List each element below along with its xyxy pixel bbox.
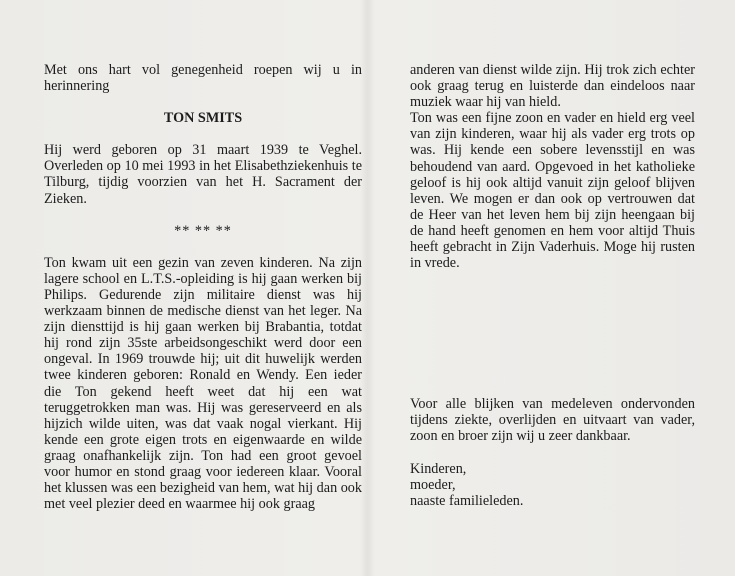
left-page: [44, 62, 362, 512]
continuation-text: anderen van dienst wilde zijn. Hij trok zich echter ook graag terug en luisterde dan eindeloos naar muziek waar hij van hield.: [410, 62, 695, 111]
signoff-line: moeder,: [410, 477, 456, 494]
signoff-line: Kinderen,: [410, 461, 467, 477]
separator-stars: ** ** **: [174, 222, 232, 239]
intro-text: Met ons hart vol genegenheid roepen wij u in herinnering: [44, 62, 362, 95]
signoff-block: [410, 461, 523, 509]
thanks-block: [410, 396, 695, 444]
thanks-text: Voor alle blijken van medeleven ondervonden tijdens ziekte, overlijden en uitvaart van vader, zoon en broer zijn wij u zeer dankbaar.: [410, 396, 695, 445]
right-page: [410, 62, 695, 271]
birth-death-text: Hij werd geboren op 31 maart 1939 te Veghel. Overleden op 10 mei 1993 in het Elisabethziekenhuis te Tilburg, tijdig voorzien van het H. Sacrament der Zieken.: [44, 142, 362, 207]
signoff-line: naaste familieleden.: [410, 493, 524, 510]
deceased-name: TON SMITS: [163, 110, 243, 127]
character-text: Ton was een fijne zoon en vader en hield erg veel van zijn kinderen, waar hij als vader erg trots op was. Hij kende een sobere levensstijl en was behoudend van aard. Opgevoed in het katholieke geloof is hij ook altijd vanuit zijn geloof blijven leven. We mogen er dan ook op vertrouwen dat de Heer van het leven hem bij zijn heengaan bij de hand heeft genomen en hem voor altijd Thuis heeft gebracht in Zijn Vaderhuis. Moge hij rusten in vrede.: [410, 110, 695, 272]
biography-text: Ton kwam uit een gezin van zeven kinderen. Na zijn lagere school en L.T.S.-opleiding is hij gaan werken bij Philips. Gedurende zijn militaire dienst was hij werkzaam binnen de medische dienst van het leger. Na zijn diensttijd is hij gaan werken bij Brabantia, totdat hij rond zijn 35ste arbeidsongeschikt werd door een ongeval. In 1969 trouwde hij; uit dit huwelijk werden twee kinderen geboren: Ronald en Wendy. Een ieder die Ton gekend heeft weet dat hij een wat teruggetrokken man was. Hij was gereserveerd en als hijzich wilde uiten, was dat vaak nogal vierkant. Hij kende een grote eigen trots en eigenwaarde en wilde graag onafhankelijk zijn. Ton had een groot gevoel voor humor en stond graag voor iedereen klaar. Vooral het klussen was een bezigheid van hem, wat hij dan ook met veel plezier deed en waarmee hij ook graag: [44, 254, 362, 513]
